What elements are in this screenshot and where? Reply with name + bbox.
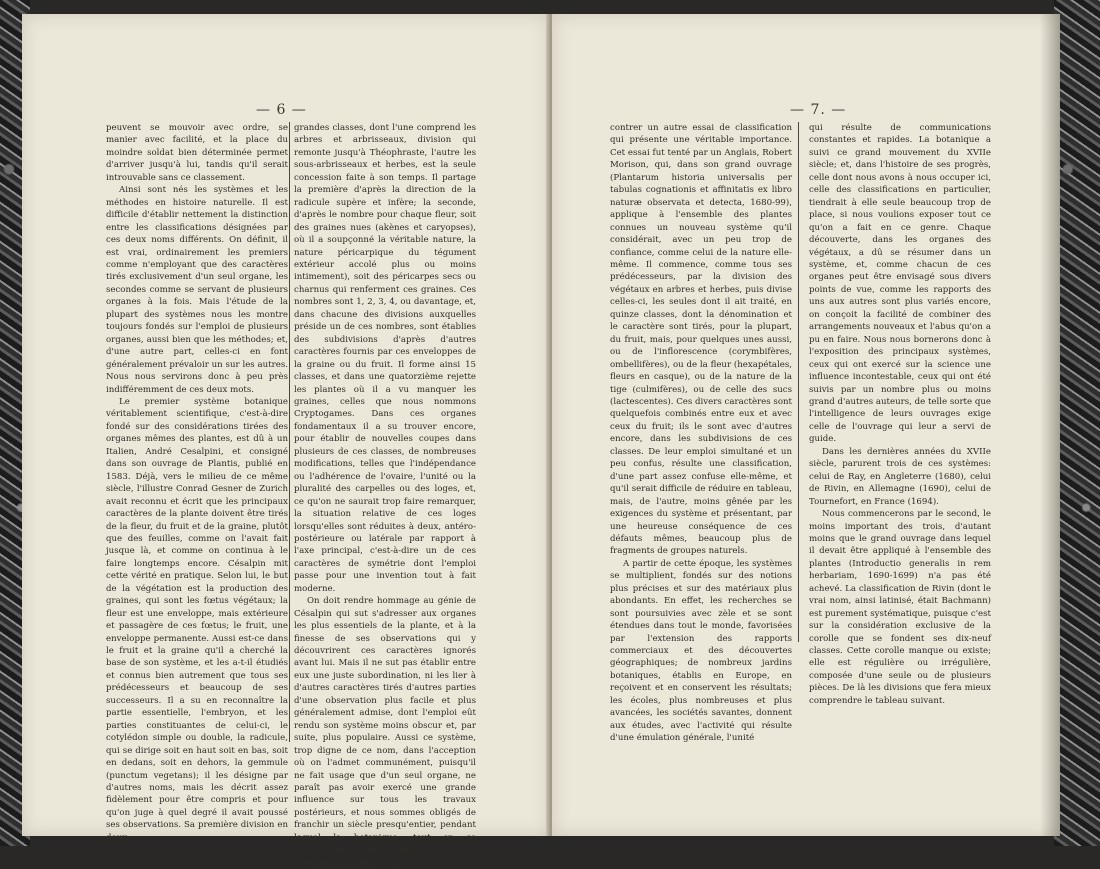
text-column-1 [610, 122, 792, 745]
page-number: — 6 — [256, 102, 307, 118]
right-page [552, 14, 1060, 836]
paragraph: contrer un autre essai de classification qui présente une véritable importance. Cet essai fut tenté par un Anglais, Robert Morison, qui, dans son grand ouvrage (Plantarum historia universalis per tabulas cognationis et affinitatis ex libro naturæ observata et detecta, 1680-99), applique à l'ensemble des plantes connues un nouveau système qu'il considérait, avec un peu trop de confiance, comme celui de la nature elle-même. Il commence, comme tous ses prédécesseurs, par la division des végétaux en arbres et herbes, puis divise celles-ci, les seules dont il ait traité, en quinze classes, dont la dénomination et le caractère sont tirés, pour la plupart, du fruit, mais, pour quelques unes aussi, ou de l'inflorescence (corymbifères, ombellifères), ou de la fleur (hexapétales, fleurs en casque), ou de la nature de la tige (culmifères), ou de celle des sucs (lactescentes). Ces divers caractères sont quelquefois combinés entre eux et avec ceux du fruit; ils le sont avec d'autres encore, dans les subdivisions de ces classes. De leur emploi simultané et un peu confus, résulte une classification, d'une part assez confuse elle-même, et qu'il serait difficile de réduire en tableau, mais, de l'autre, moins gênée par les exigences du système et présentant, par une heureuse conséquence de ces défauts mêmes, beaucoup plus de fragments de groupes naturels. [610, 123, 792, 557]
paragraph: qui résulte de communications constantes et rapides. La botanique a suivi ce grand mouvement du XVIIe siècle; et, dans l'histoire de ses progrès, celle dont nous avons à nous occuper ici, celle des classifications en particulier, tiendrait à elle seule beaucoup trop de place, si nous voulions exposer tout ce qu'on a fait en ce genre. Chaque découverte, dans les organes des végétaux, a dû se résumer dans un système, et, comme chacun de ces organes peut être envisagé sous divers points de vue, comme les rapports des uns aux autres sont plus variés encore, on conçoit la facilité de combiner des arrangements nouveaux et l'abus qu'on a pu en faire. Nous nous bornerons donc à l'exposition des principaux systèmes, ceux qui ont exercé sur la science une influence incontestable, ceux qui ont été suivis par un nombre plus ou moins grand d'autres auteurs, de telle sorte que l'intelligence de leurs ouvrages exige celle de l'ouvrage qui leur a servi de guide. [809, 123, 991, 445]
paragraph: Nous commencerons par le second, le moins important des trois, d'autant moins que le grand ouvrage dans lequel il devait être appliqué à l'ensemble des plantes (Introductio generalis in rem herbariam, 1690-1699) n'a pas été achevé. La classification de Rivin (dont le vrai nom, ainsi latinisé, était Bachmann) est purement systématique, puisque c'est sur la considération exclusive de la corolle que se fondent ses dix-neuf classes. Cette corolle manque ou existe; elle est régulière ou irrégulière, composée d'une seule ou de plusieurs pièces. De là les divisions que fera mieux comprendre le tableau suivant. [809, 509, 991, 706]
column-rule [289, 122, 290, 742]
page-number: — 7. — [790, 102, 847, 118]
left-page [22, 14, 550, 868]
column-rule [798, 122, 799, 642]
text-column-2 [809, 122, 991, 707]
page-edge-shadow [1040, 14, 1060, 836]
right-marbled-cover [1054, 0, 1100, 846]
text-column-2 [294, 122, 476, 869]
paragraph: Ainsi sont nés les systèmes et les méthodes en histoire naturelle. Il est difficile d'établir nettement la distinction entre les classifications désignées par ces deux noms différents. On définit, il est vrai, ordinairement les premiers comme n'employant que des caractères tirés exclusivement d'un seul organe, les secondes comme se servant de plusieurs organes à la fois. Mais l'étude de la plupart des systèmes nous les montre toujours fondés sur l'emploi de plusieurs organes, aussi bien que les méthodes; et, d'une autre part, celles-ci en font généralement prévaloir un sur les autres. Nous nous servirons donc à peu près indifféremment de ces deux mots. [106, 185, 288, 395]
text-column-1 [106, 122, 288, 844]
paragraph: On doit rendre hommage au génie de Césalpin qui sut s'adresser aux organes les plus essentiels de la plante, et à la finesse de ses observations qui y découvrirent ces caractères ignorés avant lui. Mais il ne sut pas établir entre eux une juste subordination, ni les lier à d'autres caractères tirés d'autres parties d'une observation plus facile et plus généralement admise, dont l'emploi eût rendu son système moins obscur et, par suite, plus populaire. Aussi ce système, trop digne de ce nom, dans l'acception où on l'admet communément, puisqu'il ne fait usage que d'un seul organe, ne paraît pas avoir exercé une grande influence sur tous les travaux postérieurs, et nous sommes obligés de franchir un siècle presqu'entier, pendant lequel la botanique, tout en se perfectionnant, resta dans ses anciens errements, avant de ren- [294, 596, 476, 868]
paragraph: A partir de cette époque, les systèmes se multiplient, fondés sur des notions plus précises et sur des matériaux plus abondants. En effet, les recherches se sont poursuivies avec zèle et se sont étendues dans tout le monde, favorisées par l'extension des rapports commerciaux et des découvertes géographiques; de nombreux jardins botaniques, établis en Europe, en reçoivent et en conservent les résultats; les écoles, plus nombreuses et plus avancées, les sociétés savantes, donnent aux études, avec l'activité qui résulte d'une émulation générale, l'unité [610, 558, 792, 744]
paragraph: peuvent se mouvoir avec ordre, se manier avec facilité, et la place du moindre soldat bien déterminée permet d'arriver jusqu'à lui, tandis qu'il serait introuvable sans ce classement. [106, 123, 288, 183]
paragraph: Dans les dernières années du XVIIe siècle, parurent trois de ces systèmes: celui de Ray, en Angleterre (1680), celui de Rivin, en Allemagne (1690), celui de Tournefort, en France (1694). [809, 446, 991, 507]
paragraph: Le premier système botanique véritablement scientifique, c'est-à-dire fondé sur des considérations tirées des organes mêmes des plantes, est dû à un Italien, André Cesalpini, et consigné dans son ouvrage de Plantis, publié en 1583. Déjà, vers le milieu de ce même siècle, l'illustre Conrad Gesner de Zurich avait reconnu et écrit que les principaux caractères de la plante doivent être tirés de la fleur, du fruit et de la graine, plutôt que des feuilles, comme on l'avait fait jusque là, et comme on continua à le faire longtemps encore. Césalpin mit cette vérité en pratique. Selon lui, le but de la végétation est la production des graines, qui sont les fœtus végétaux; la fleur est une enveloppe, mais extérieure et passagère de ces fœtus; le fruit, une enveloppe permanente. Aussi est-ce dans le fruit et la graine qu'il a cherché la base de son système, et les a-t-il étudiés et connus bien autrement que tous ses prédécesseurs et beaucoup de ses successeurs. Il a su en reconnaître la partie essentielle, l'embryon, et les parties constituantes de celui-ci, le cotylédon simple ou double, la radicule, qui se dirige soit en haut soit en bas, soit en dedans, soit en dehors, la gemmule (punctum vegetans); il les désigne par d'autres noms, mais les décrit assez fidèlement pour être compris et pour qu'on juge à quel degré il avait poussé ses observations. Sa première division en deux [106, 396, 288, 843]
paragraph: grandes classes, dont l'une comprend les arbres et arbrisseaux, division qui remonte jusqu'à Théophraste, l'autre les sous-arbrisseaux et herbes, est la seule concession faite à son temps. Il partage la première d'après la direction de la radicule supère et infère; la seconde, d'après le nombre pour chaque fleur, soit des graines nues (akènes et caryopses), où il a soupçonné la véritable nature, la nature péricarpique du tégument extérieur accolé plus ou moins intimement), soit des péricarpes secs ou charnus qui renferment ces graines. Ces nombres sont 1, 2, 3, 4, ou davantage, et, dans chacune des divisions auxquelles préside un de ces nombres, sont établies des subdivisions d'après d'autres caractères fournis par ces enveloppes de la graine ou du fruit. Il forme ainsi 15 classes, et dans une quatorzième rejette les plantes où il a vu manquer les graines, celles que nous nommons Cryptogames. Dans ces organes fondamentaux il a su trouver encore, pour établir de nouvelles coupes dans plusieurs de ces classes, de nombreuses modifications, telles que l'indépendance ou l'adhérence de l'ovaire, l'unité ou la pluralité des carpelles ou des loges, et, ce qu'on ne saurait trop faire remarquer, la situation relative de ces loges lorsqu'elles sont réduites à deux, antéro-postérieure ou latérale par rapport à l'axe principal, c'est-à-dire un de ces caractères de symétrie dont l'emploi passe pour une invention tout à fait moderne. [294, 123, 476, 594]
